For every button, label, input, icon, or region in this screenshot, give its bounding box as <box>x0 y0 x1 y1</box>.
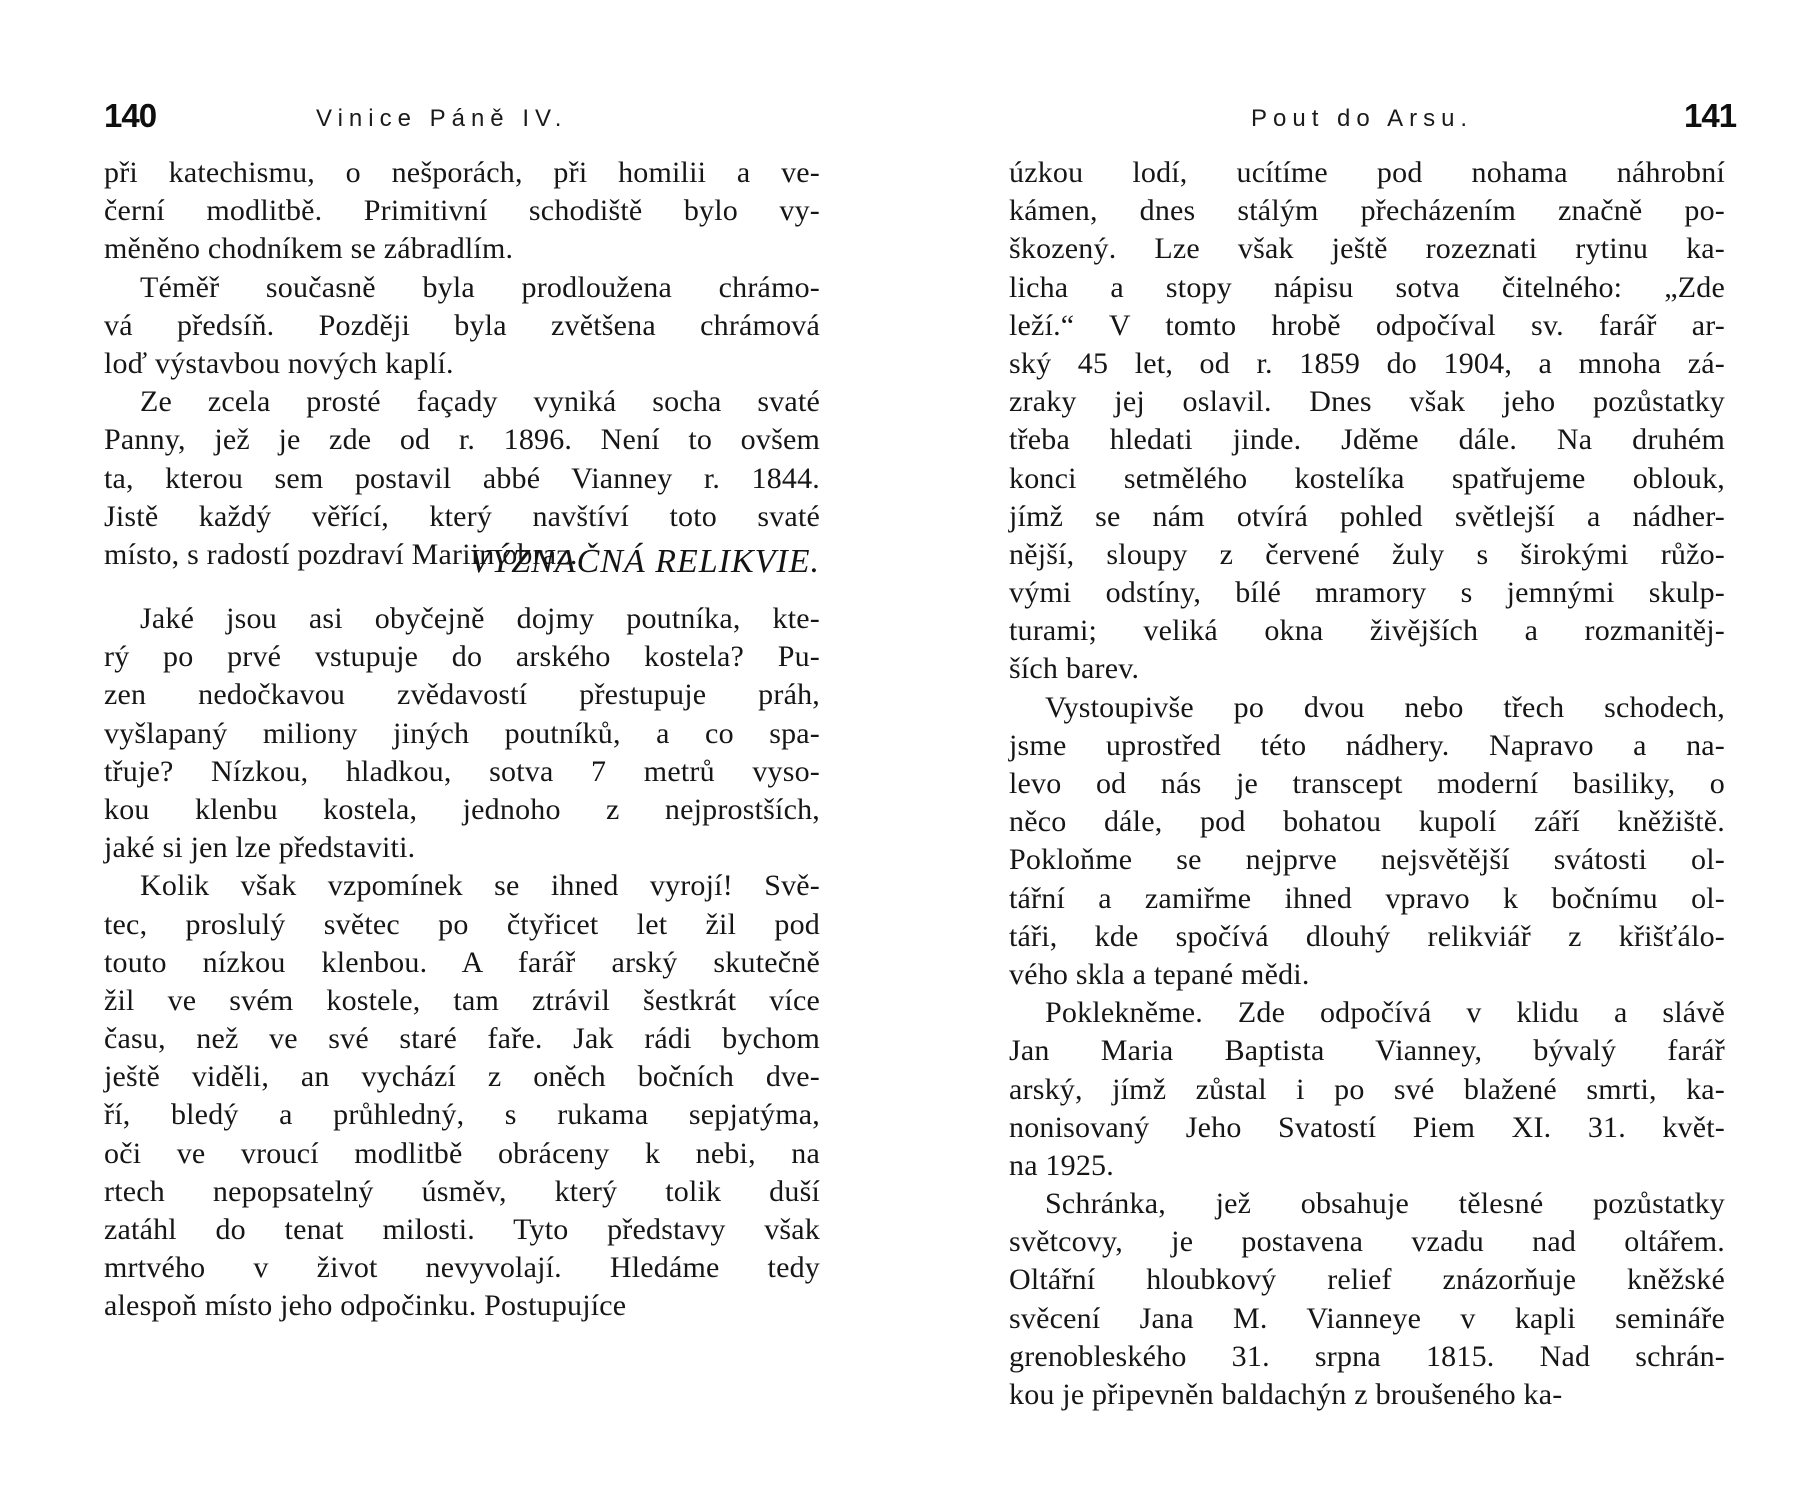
text-line: ří, bledý a průhledný, s rukama sepjatýma, <box>104 1098 820 1132</box>
text-line: ta, kterou sem postavil abbé Vianney r. 1844. <box>104 461 820 495</box>
right-page <box>900 0 1816 1500</box>
paragraph-block <box>1009 154 1725 1414</box>
text-line: ších barev. <box>1009 652 1140 686</box>
text-line: tářní a zamiřme ihned vpravo k bočnímu ol- <box>1009 881 1725 915</box>
text-line: oči ve vroucí modlitbě obráceny k nebi, na <box>104 1136 820 1170</box>
text-line: svěcení Jana M. Vianneye v kapli semináře <box>1009 1301 1725 1335</box>
text-line: leží.“ V tomto hrobě odpočíval sv. farář ar- <box>1009 308 1725 342</box>
paragraph-block <box>104 600 820 1326</box>
text-line: žil ve svém kostele, tam ztrávil šestkrát více <box>104 983 820 1017</box>
section-heading: VÝZNAČNÁ RELIKVIE. <box>469 543 820 580</box>
text-line: touto nízkou klenbou. A farář arský skutečně <box>104 945 820 979</box>
text-line: zatáhl do tenat milosti. Tyto představy však <box>104 1213 820 1246</box>
text-line: arský, jímž zůstal i po své blažené smrti, ka- <box>1009 1072 1725 1106</box>
text-line: škozený. Lze však ještě rozeznati rytinu ka- <box>1009 232 1725 266</box>
text-line: konci setmělého kostelíka spatřujeme oblouk, <box>1009 461 1725 495</box>
text-line: místo, s radostí pozdraví Mariin obraz. <box>104 537 578 571</box>
text-line: zraky jej oslavil. Dnes však jeho pozůstatky <box>1009 385 1725 419</box>
running-title: Pout do Arsu. <box>1251 105 1474 132</box>
text-line: něco dále, pod bohatou kupolí září kněžiště. <box>1009 805 1725 839</box>
paragraph-block <box>104 154 820 574</box>
left-page <box>0 0 900 1500</box>
text-line: času, než ve své staré faře. Jak rádi bychom <box>104 1022 820 1056</box>
text-line: turami; veliká okna živějších a rozmanitěj- <box>1009 614 1725 648</box>
text-line: Poklekněme. Zde odpočívá v klidu a slávě <box>1045 996 1725 1030</box>
text-line: Téměř současně byla prodloužena chrámo- <box>140 270 820 304</box>
text-line: vého skla a tepané mědi. <box>1009 957 1310 991</box>
text-line: Schránka, jež obsahuje tělesné pozůstatky <box>1045 1187 1725 1221</box>
text-line: Jistě každý věřící, který navštíví toto svaté <box>104 499 820 533</box>
text-line: nonisovaný Jeho Svatostí Piem XI. 31. květ- <box>1009 1110 1725 1144</box>
text-line: licha a stopy nápisu sotva čitelného: „Zde <box>1009 270 1725 304</box>
text-line: jaké si jen lze představiti. <box>104 831 416 865</box>
text-line: Oltářní hloubkový relief znázorňuje kněžské <box>1009 1263 1725 1297</box>
text-line: Vystoupivše po dvou nebo třech schodech, <box>1045 690 1725 724</box>
text-line: Ze zcela prosté façady vyniká socha svaté <box>140 385 820 419</box>
text-line: Jan Maria Baptista Vianney, bývalý farář <box>1009 1034 1725 1068</box>
text-line: grenobleského 31. srpna 1815. Nad schrán- <box>1009 1339 1725 1373</box>
text-line: kou je připevněn baldachýn z broušeného ka- <box>1009 1378 1563 1411</box>
text-line: měněno chodníkem se zábradlím. <box>104 232 514 266</box>
left-page-header <box>0 96 900 146</box>
page-number: 140 <box>104 97 157 134</box>
running-title: Vinice Páně IV. <box>316 105 568 132</box>
text-line: jímž se nám otvírá pohled světlejší a nádher- <box>1009 499 1725 533</box>
text-line: táři, kde spočívá dlouhý relikviář z křišťálo- <box>1009 919 1725 953</box>
text-line: Panny, jež je zde od r. 1896. Není to ovšem <box>104 423 820 457</box>
text-line: světcovy, je postavena vzadu nad oltářem. <box>1009 1225 1725 1259</box>
text-line: rý po prvé vstupuje do arského kostela? Pu- <box>104 640 820 674</box>
text-line: vyšlapaný miliony jiných poutníků, a co spa- <box>104 716 820 750</box>
text-line: úzkou lodí, ucítíme pod nohama náhrobní <box>1009 156 1725 189</box>
text-line: kámen, dnes stálým přecházením značně po- <box>1009 194 1725 228</box>
text-line: černí modlitbě. Primitivní schodiště bylo vy- <box>104 194 820 228</box>
text-line: vá předsíň. Později byla zvětšena chrámová <box>104 308 820 342</box>
text-line: při katechismu, o nešporách, při homilii a ve- <box>104 156 820 189</box>
text-line: nější, sloupy z červené žuly s širokými růžo- <box>1009 537 1725 571</box>
text-line: na 1925. <box>1009 1148 1114 1182</box>
right-page-header <box>900 96 1816 146</box>
text-line: tec, proslulý světec po čtyřicet let žil pod <box>104 907 820 941</box>
text-line: ský 45 let, od r. 1859 do 1904, a mnoha zá- <box>1009 346 1725 380</box>
text-line: třeba hledati jinde. Jděme dále. Na druhém <box>1009 423 1725 457</box>
text-line: rtech nepopsatelný úsměv, který tolik duší <box>104 1174 820 1208</box>
text-line: levo od nás je transcept moderní basiliky, o <box>1009 767 1725 800</box>
text-line: vými odstíny, bílé mramory s jemnými skulp- <box>1009 576 1725 610</box>
text-line: kou klenbu kostela, jednoho z nejprostších, <box>104 792 820 826</box>
text-line: ještě viděli, an vychází z oněch bočních dve- <box>104 1060 820 1094</box>
text-line: zen nedočkavou zvědavostí přestupuje práh, <box>104 678 820 712</box>
text-line: alespoň místo jeho odpočinku. Postupujíce <box>104 1289 627 1323</box>
text-line: loď výstavbou nových kaplí. <box>104 346 454 380</box>
text-line: jsme uprostřed této nádhery. Napravo a na- <box>1009 728 1725 762</box>
text-line: Kolik však vzpomínek se ihned vyrojí! Svě- <box>140 869 820 903</box>
text-line: Jaké jsou asi obyčejně dojmy poutníka, kte- <box>140 602 820 635</box>
text-line: mrtvého v život nevyvolají. Hledáme tedy <box>104 1251 820 1285</box>
page-number: 141 <box>1684 97 1737 134</box>
text-line: třuje? Nízkou, hladkou, sotva 7 metrů vyso- <box>104 754 820 788</box>
text-line: Pokloňme se nejprve nejsvětější svátosti ol- <box>1009 843 1725 877</box>
